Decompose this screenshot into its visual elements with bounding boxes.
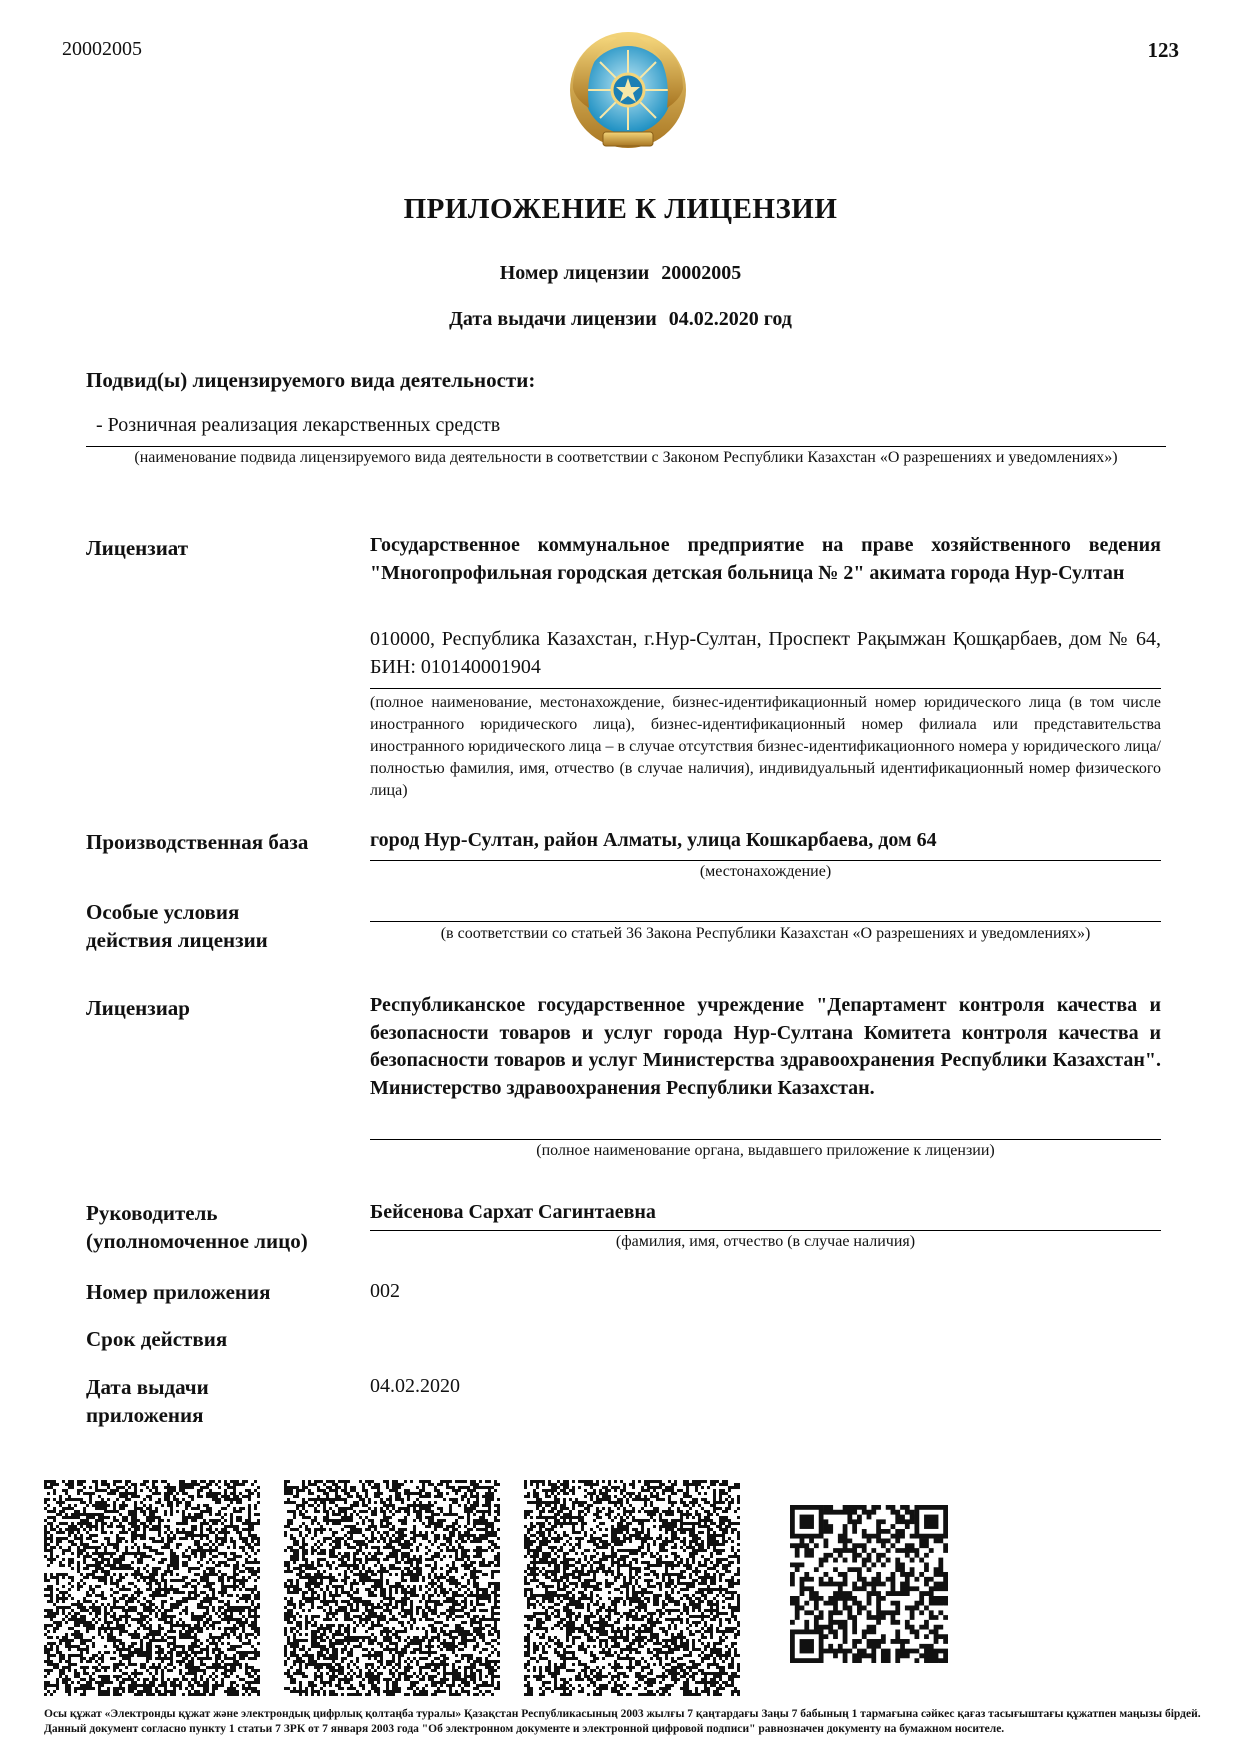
license-date-value: 04.02.2020 год	[668, 308, 792, 330]
page-title: ПРИЛОЖЕНИЕ К ЛИЦЕНЗИИ	[403, 193, 838, 225]
head-caption: (фамилия, имя, отчество (в случае наличия)	[615, 1233, 916, 1250]
activity-label: Подвид(ы) лицензируемого вида деятельности:	[86, 368, 536, 392]
licensee-caption: (полное наименование, местонахождение, бизнес-идентификационный номер юридического лица (в том числе иностранного юридического лица), бизнес-идентификационный номер филиала или представительства иностранного юридического лица – в случае отсутствия бизнес-идентификационного номера у юридического лица/полностью фамилия, имя, отчество (в случае наличия), индивидуальный идентификационный номер физического лица)	[370, 694, 1161, 800]
license-date-label: Дата выдачи лицензии	[449, 308, 657, 330]
issue-date-label-line1: Дата выдачи	[86, 1375, 209, 1399]
licensor-caption: (полное наименование органа, выдавшего приложение к лицензии)	[536, 1142, 995, 1159]
special-conditions-caption: (в соответствии со статьей 36 Закона Республики Казахстан «О разрешениях и уведомлениях»)	[440, 925, 1091, 942]
activity-item: - Розничная реализация лекарственных средств	[96, 414, 501, 436]
special-conditions-label-line2: действия лицензии	[86, 928, 268, 953]
head-label-line1: Руководитель	[86, 1201, 218, 1225]
issue-date-label-line2: приложения	[86, 1403, 204, 1428]
validity-label: Срок действия	[86, 1327, 228, 1351]
page-number: 123	[1147, 38, 1179, 62]
special-conditions-label-line1: Особые условия	[86, 900, 240, 924]
special-conditions-divider	[370, 921, 1161, 922]
special-conditions-label	[86, 898, 268, 955]
license-date-line	[0, 308, 1241, 331]
production-base-value: город Нур-Султан, район Алматы, улица Кошкарбаева, дом 64	[370, 829, 937, 851]
issue-date-label	[86, 1373, 209, 1430]
production-base-divider	[370, 860, 1161, 861]
license-number-line	[0, 262, 1241, 285]
licensee-address: 010000, Республика Казахстан, г.Нур-Султан, Проспект Рақымжан Қошқарбаев, дом № 64, БИН: 010140001904	[370, 628, 1161, 678]
activity-caption: (наименование подвида лицензируемого вида деятельности в соответствии с Законом Республики Казахстан «О разрешениях и уведомлениях»)	[134, 449, 1118, 466]
qr-code-3	[524, 1480, 740, 1696]
footer-legal-notice: Осы құжат «Электронды құжат және электрондық цифрлық қолтаңба туралы» Қазақстан Республикасының 2003 жылғы 7 қаңтардағы Заңы 7 бабының 1 тармағына сәйкес қағаз тасығыштағы құжатпен маңызы бірдей. Данный документ согласно пункту 1 статьи 7 ЗРК от 7 января 2003 года "Об электронном документе и электронной цифровой подписи" равнозначен документу на бумажном носителе.	[44, 1708, 1201, 1735]
qr-code-small	[790, 1505, 948, 1663]
head-name: Бейсенова Сархат Сагинтаевна	[370, 1201, 656, 1223]
head-divider	[370, 1230, 1161, 1231]
licensor-label: Лицензиар	[86, 996, 190, 1020]
license-number-value: 20002005	[661, 262, 742, 284]
licensee-divider	[370, 688, 1161, 689]
document-number: 20002005	[62, 38, 142, 60]
licensor-divider	[370, 1139, 1161, 1140]
licensee-name: Государственное коммунальное предприятие на праве хозяйственного ведения "Многопрофильная городская детская больница № 2" акимата города Нур-Султан	[370, 534, 1161, 584]
appendix-number-value: 002	[370, 1280, 400, 1302]
production-base-label: Производственная база	[86, 830, 309, 854]
head-label	[86, 1199, 308, 1256]
qr-code-2	[284, 1480, 500, 1696]
licensor-value: Республиканское государственное учреждение "Департамент контроля качества и безопасности товаров и услуг города Нур-Султана Комитета контроля качества и безопасности товаров и услуг Министерства здравоохранения Республики Казахстан". Министерство здравоохранения Республики Казахстан.	[370, 994, 1161, 1099]
head-label-line2: (уполномоченное лицо)	[86, 1229, 308, 1254]
state-emblem	[565, 28, 691, 160]
activity-divider	[86, 446, 1166, 447]
license-number-label: Номер лицензии	[499, 262, 650, 284]
qr-code-1	[44, 1480, 260, 1696]
licensee-label: Лицензиат	[86, 536, 189, 560]
appendix-number-label: Номер приложения	[86, 1280, 271, 1304]
issue-date-value: 04.02.2020	[370, 1375, 460, 1397]
production-base-caption: (местонахождение)	[699, 863, 832, 880]
